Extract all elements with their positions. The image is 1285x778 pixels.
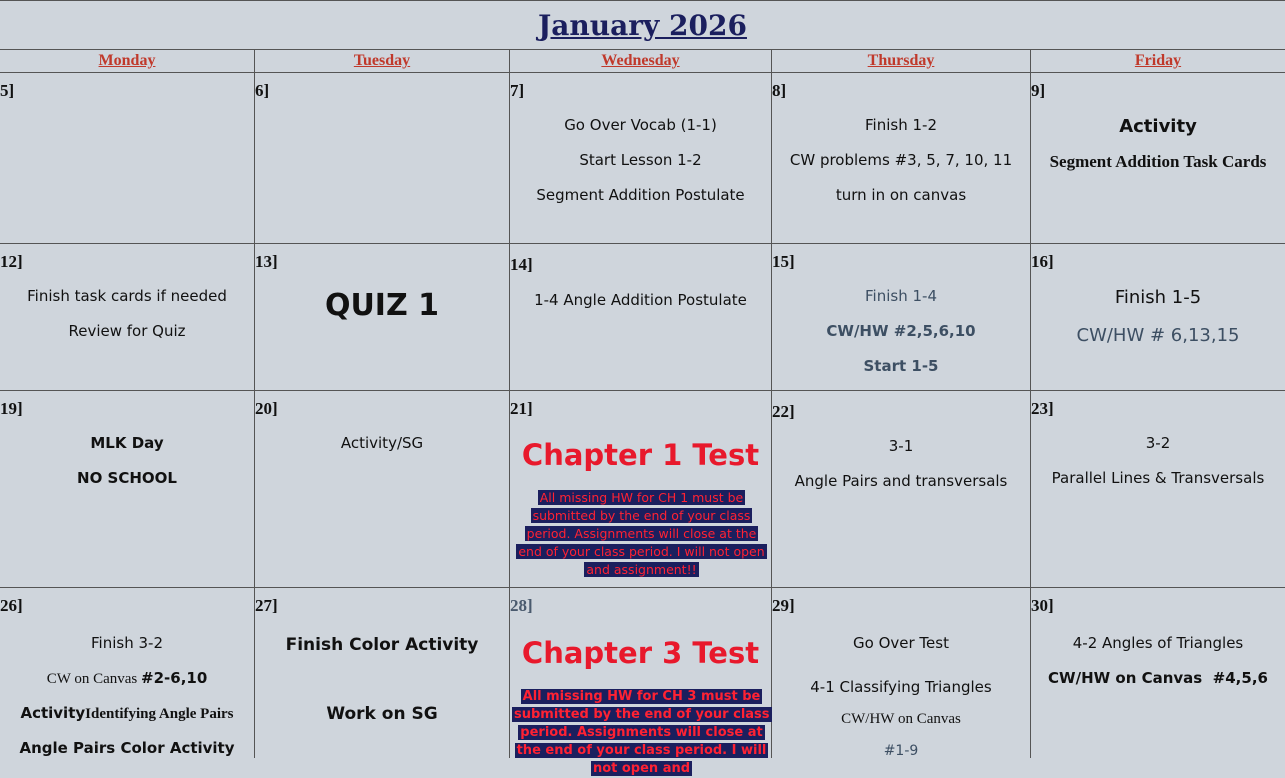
test-notice xyxy=(512,489,771,579)
day-number: 20] xyxy=(255,399,278,418)
event-text: Finish task cards if needed xyxy=(27,287,227,305)
day-number: 12] xyxy=(0,252,23,271)
event-text: Activity xyxy=(1119,116,1197,137)
day-cell-5 xyxy=(0,73,255,244)
event-text xyxy=(0,704,254,723)
header-friday: Friday xyxy=(1031,50,1285,73)
test-title: Chapter 1 Test xyxy=(521,438,760,472)
day-number: 5] xyxy=(0,81,15,100)
event-text-part: Identifying Angle Pairs xyxy=(85,706,234,722)
event-text: 3-1 xyxy=(888,437,914,455)
event-text-part: #2-6,10 xyxy=(141,669,208,687)
event-text: CW/HW # 6,13,15 xyxy=(1076,325,1240,346)
event-text: 3-2 xyxy=(1145,434,1171,452)
event-text: Finish Color Activity xyxy=(285,635,479,655)
title-row xyxy=(0,0,1285,50)
event-text: Finish 1-4 xyxy=(865,287,937,305)
test-title: Chapter 3 Test xyxy=(521,636,760,670)
event-text: Start 1-5 xyxy=(863,357,939,375)
day-cell-7 xyxy=(510,73,772,244)
day-cell-21 xyxy=(510,391,772,588)
day-cell-6 xyxy=(255,73,510,244)
event-text-part: Activity xyxy=(20,704,86,722)
day-number: 9] xyxy=(1031,81,1046,100)
day-number: 19] xyxy=(0,399,23,418)
day-number: 23] xyxy=(1031,399,1054,418)
day-cell-16 xyxy=(1031,244,1285,391)
event-text: CW/HW #2,5,6,10 xyxy=(826,322,976,340)
event-text: 4-2 Angles of Triangles xyxy=(1072,634,1244,652)
day-cell-9 xyxy=(1031,73,1285,244)
event-text: Finish 1-5 xyxy=(1114,287,1202,308)
event-text: Segment Addition Task Cards xyxy=(1049,152,1267,171)
event-text: 1-4 Angle Addition Postulate xyxy=(534,291,747,309)
day-cell-23 xyxy=(1031,391,1285,588)
event-text: Segment Addition Postulate xyxy=(536,186,745,204)
event-text: Finish 3-2 xyxy=(91,634,163,652)
day-number: 21] xyxy=(510,399,533,418)
day-number: 7] xyxy=(510,81,525,100)
header-wednesday: Wednesday xyxy=(510,50,772,73)
day-number: 29] xyxy=(772,596,795,615)
event-text: NO SCHOOL xyxy=(77,469,177,487)
event-text: CW problems #3, 5, 7, 10, 11 xyxy=(789,151,1013,169)
day-cell-29 xyxy=(772,588,1031,758)
event-text: CW/HW on Canvas #4,5,6 xyxy=(1048,669,1268,687)
event-text: Review for Quiz xyxy=(68,322,186,340)
day-number: 30] xyxy=(1031,596,1054,615)
day-number: 16] xyxy=(1031,252,1054,271)
event-text: Finish 1-2 xyxy=(865,116,937,134)
calendar-title: January 2026 xyxy=(538,9,747,42)
event-text: Angle Pairs Color Activity xyxy=(19,739,235,757)
header-tuesday: Tuesday xyxy=(255,50,510,73)
day-cell-28 xyxy=(510,588,772,776)
day-cell-8 xyxy=(772,73,1031,244)
day-number: 27] xyxy=(255,596,278,615)
header-thursday: Thursday xyxy=(772,50,1031,73)
day-number: 15] xyxy=(772,252,795,271)
day-number: 28] xyxy=(510,596,533,615)
day-cell-22 xyxy=(772,391,1031,588)
quiz-label: QUIZ 1 xyxy=(324,288,440,323)
test-notice xyxy=(512,688,771,778)
test-notice-text: All missing HW for CH 3 must be submitted by the end of your class period. Assignments will close at the end of your class period. I will not open and xyxy=(514,689,770,776)
event-text: Start Lesson 1-2 xyxy=(579,151,702,169)
day-cell-19 xyxy=(0,391,255,588)
day-number: 8] xyxy=(772,81,787,100)
event-text: CW/HW on Canvas xyxy=(841,711,961,727)
day-cell-12 xyxy=(0,244,255,391)
day-cell-15 xyxy=(772,244,1031,391)
test-notice-text: All missing HW for CH 1 must be submitted by the end of your class period. Assignments will close at the end of your class period. I will not open and assignment!! xyxy=(518,490,765,577)
event-text: turn in on canvas xyxy=(835,186,967,204)
event-text: MLK Day xyxy=(90,434,164,452)
day-cell-30 xyxy=(1031,588,1285,758)
day-cell-14 xyxy=(510,244,772,391)
event-text: Go Over Vocab (1-1) xyxy=(564,116,717,134)
day-cell-20 xyxy=(255,391,510,588)
event-text: Parallel Lines & Transversals xyxy=(1051,469,1265,487)
day-number: 14] xyxy=(510,255,533,274)
event-text: #1-9 xyxy=(883,743,919,759)
day-number: 26] xyxy=(0,596,23,615)
day-cell-26 xyxy=(0,588,255,758)
event-text-part: CW on Canvas xyxy=(46,671,142,687)
event-text xyxy=(0,669,254,688)
event-text: Angle Pairs and transversals xyxy=(794,472,1008,490)
day-cell-27 xyxy=(255,588,510,758)
day-number: 13] xyxy=(255,252,278,271)
event-text: Activity/SG xyxy=(340,434,424,452)
event-text: 4-1 Classifying Triangles xyxy=(810,678,992,696)
event-text: Work on SG xyxy=(326,704,438,724)
event-text: Go Over Test xyxy=(853,634,949,652)
header-monday: Monday xyxy=(0,50,255,73)
day-number: 22] xyxy=(772,402,795,421)
day-cell-13 xyxy=(255,244,510,391)
day-number: 6] xyxy=(255,81,270,100)
